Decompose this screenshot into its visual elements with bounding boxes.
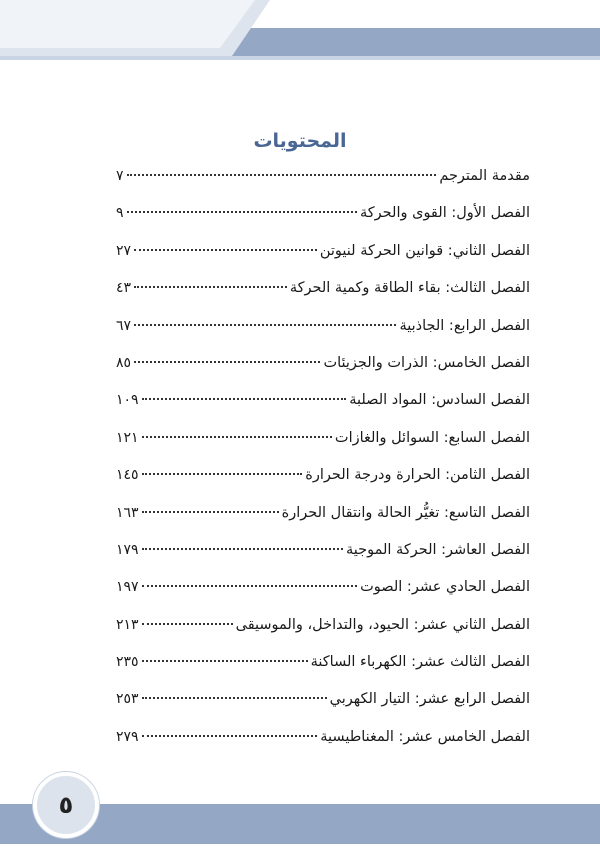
toc-entry-label: الفصل السابع: السوائل والغازات — [334, 429, 530, 446]
toc-leader-dots — [127, 211, 357, 213]
toc-entry-page: ١٠٩ — [116, 392, 139, 409]
toc-leader-dots — [142, 548, 343, 550]
toc-entry-page: ١٦٣ — [116, 504, 139, 521]
toc-entry-page: ٧ — [116, 168, 124, 184]
toc-entry — [116, 355, 530, 392]
toc-entry-page: ١٤٥ — [116, 467, 139, 484]
toc-entry-page: ٦٧ — [116, 317, 132, 334]
toc-entry-label: مقدمة المترجم — [439, 168, 530, 184]
toc-entry-label: الفصل الثاني: قوانين الحركة لنيوتن — [319, 242, 530, 259]
toc-entry-page: ٨٥ — [116, 354, 132, 371]
toc-entry — [116, 579, 530, 616]
toc-entry-label: الفصل الرابع: الجاذبية — [399, 317, 530, 334]
toc-leader-dots — [142, 473, 303, 475]
toc-entry-label: الفصل الثالث: بقاء الطاقة وكمية الحركة — [289, 280, 530, 297]
toc-entry — [116, 205, 530, 242]
toc-entry-page: ٩ — [116, 205, 124, 222]
toc-entry-label: الفصل الأول: القوى والحركة — [360, 205, 530, 222]
toc-entry-page: ٢١٣ — [116, 616, 139, 633]
toc-entry-label: الفصل الثالث عشر: الكهرباء الساكنة — [310, 654, 530, 671]
table-of-contents — [116, 168, 530, 766]
toc-leader-dots — [142, 735, 318, 737]
toc-entry-page: ٢٧ — [116, 242, 132, 259]
toc-entry — [116, 617, 530, 654]
page-number: ٥ — [33, 772, 99, 838]
toc-entry — [116, 729, 530, 766]
toc-entry-page: ٢٥٣ — [116, 691, 139, 708]
header-decoration — [0, 0, 600, 70]
toc-entry — [116, 280, 530, 317]
page-title: المحتويات — [253, 130, 347, 152]
toc-entry — [116, 505, 530, 542]
toc-leader-dots — [134, 286, 287, 288]
toc-entry — [116, 542, 530, 579]
toc-entry-label: الفصل الخامس: الذرات والجزيئات — [323, 354, 530, 371]
toc-leader-dots — [142, 697, 327, 699]
toc-entry — [116, 318, 530, 355]
toc-entry-label: الفصل السادس: المواد الصلبة — [349, 392, 530, 409]
toc-leader-dots — [134, 361, 320, 363]
toc-entry-page: ١٢١ — [116, 429, 139, 446]
toc-entry-page: ٢٧٩ — [116, 728, 139, 745]
toc-entry-label: الفصل الخامس عشر: المغناطيسية — [320, 728, 530, 745]
toc-entry-page: ١٧٩ — [116, 541, 139, 558]
toc-entry — [116, 168, 530, 205]
toc-entry — [116, 392, 530, 429]
toc-leader-dots — [142, 398, 347, 400]
toc-entry-label: الفصل التاسع: تغيُّر الحالة وانتقال الحرارة — [281, 504, 530, 521]
toc-leader-dots — [142, 585, 358, 587]
toc-entry-page: ٤٣ — [116, 280, 132, 297]
toc-entry — [116, 430, 530, 467]
toc-entry — [116, 467, 530, 504]
toc-leader-dots — [142, 660, 308, 662]
toc-entry-label: الفصل الحادي عشر: الصوت — [360, 579, 530, 596]
toc-entry — [116, 243, 530, 280]
toc-entry-label: الفصل الثامن: الحرارة ودرجة الحرارة — [305, 467, 530, 484]
toc-entry — [116, 691, 530, 728]
toc-leader-dots — [127, 174, 437, 176]
toc-entry-page: ٢٣٥ — [116, 654, 139, 671]
toc-leader-dots — [142, 511, 279, 513]
toc-entry-label: الفصل العاشر: الحركة الموجية — [346, 541, 530, 558]
toc-leader-dots — [134, 324, 396, 326]
toc-entry — [116, 654, 530, 691]
toc-leader-dots — [142, 436, 332, 438]
toc-entry-label: الفصل الثاني عشر: الحيود، والتداخل، والموسيقى — [235, 616, 530, 633]
toc-leader-dots — [134, 249, 317, 251]
toc-entry-page: ١٩٧ — [116, 579, 139, 596]
toc-entry-label: الفصل الرابع عشر: التيار الكهربي — [329, 691, 530, 708]
toc-leader-dots — [142, 623, 233, 625]
